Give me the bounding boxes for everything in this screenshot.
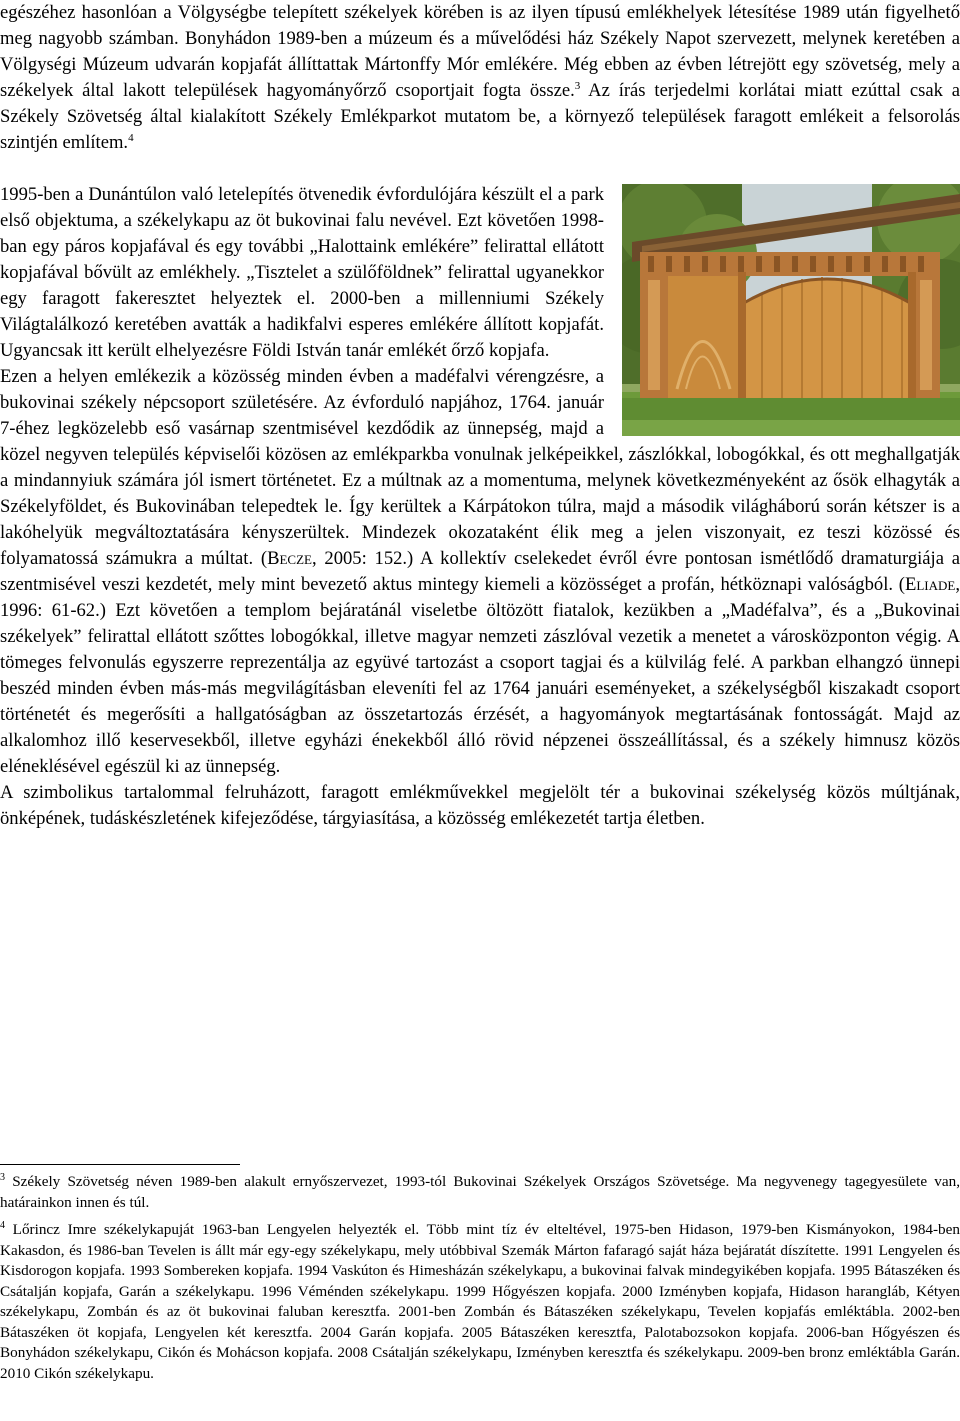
main-text-top: [0, 0, 960, 156]
gate-photo-illustration: [622, 184, 960, 436]
footnote-ref-4[interactable]: 4: [128, 131, 134, 144]
paragraph-4: A szimbolikus tartalommal felruházott, faragott emlékművekkel megjelölt tér a bukovinai székelység közös múltjának, önképének, tudáskészletének kifejeződése, tárgyiasítása, a közösség emlékezetét tartja életben.: [0, 782, 960, 829]
footnotes: [0, 1172, 960, 1391]
main-text-body: [0, 182, 960, 832]
footnote-separator: [0, 1164, 240, 1165]
paragraph-3-text-b: , 2005: 152.) A kollektív cselekedet évről évre pontosan ismétlődő dramaturgiája a szentmisével veszi kezdetét, mely mint bevezető aktus mintegy kiemeli a közösséget a profán, hétköznapi valóságból. (: [0, 548, 960, 595]
footnote-text: Lőrincz Imre székelykapuját 1963-ban Lengyelen helyezték el. Több mint tíz év elteltével, 1975-ben Hidason, 1979-ben Kismányokon, 1984-ben Kakasdon, és 1986-ban Tevelen is állt már egy-egy székelykapu, mely utóbbival Szemák Márton fafaragó saját háza bejáratát díszítette. 1991 Lengyelen és Kisdorogon kopjafa. 1993 Sombereken kopjafa. 1994 Vaskúton és Himesházán székelykapu, a bukovinai falvak mindegyikében kopjafa. 1995 Bátaszéken és Csátalján kopjafa, Garán a székelykapu. 1996 Véménden székelykapu. 1999 Hőgyészen kopjafa. 2000 Izményben kopjafa, Hidason harangláb, Kétyen székelykapu, Zombán és az öt bukovinai faluban keresztfa. 2001-ben Zombán és Bátaszéken székelykapu, Tevelen kopjafás emléktábla. 2002-ben Bátaszéken öt kopjafa, Lengyelen két keresztfa. 2004 Garán kopjafa. 2005 Bátaszéken keresztfa, Palotabozsokon kopjafa. 2006-ban Hőgyészen és Bonyhádon székelykapu, Cikón és Mohácson kopjafa. 2008 Csátalján székelykapu, Izményben keresztfa és székelykapu. 2009-ben bronz emléktábla Garán. 2010 Cikón székelykapu.: [0, 1221, 960, 1382]
footnote-number: 3: [0, 1171, 5, 1183]
paragraph-2: 1995-ben a Dunántúlon való letelepítés ötvenedik évfordulójára készült el a park első objektuma, a székelykapu az öt bukovinai falu nevével. Ezt követően 1998-ban egy páros kopjafával és egy további „Halottaink emlékére” felirattal ellátott kopjafával bővült az emlékhely. „Tisztelet a szülőföldnek” felirattal ugyanekkor egy faragott fakeresztet helyeztek el. 2000-ben a millenniumi Székely Világtalálkozó keretében avatták a hadikfalvi esperes emlékére állított kopjafát. Ugyancsak itt került elhelyezésre Földi István tanár emlékét őrző kopjafa.: [0, 184, 604, 361]
footnote-number: 4: [0, 1219, 5, 1231]
footnote-ref-3[interactable]: 3: [574, 79, 581, 92]
footnote-4: [0, 1220, 960, 1384]
paragraph-1-text-a: egészéhez hasonlóan a Völgységbe telepített székelyek körében is az ilyen típusú emlékhelyek létesítése 1989 után figyelhető meg nagyobb számban. Bonyhádon 1989-ben a múzeum és a művelődési ház Székely Napot szervezett, melynek keretében a Völgységi Múzeum udvarán kopjafát állíttattak Mártonffy Mór emlékére. Még ebben az évben létrejött egy szövetség, mely a székelyek által lakott települések hagyományőrző csoportjait fogta össze.: [0, 2, 960, 101]
footnote-text: Székely Szövetség néven 1989-ben alakult ernyőszervezet, 1993-tól Bukovinai Székelyek Országos Szövetsége. Ma negyvenegy tagegyesülete van, határainkon innen és túl.: [0, 1173, 960, 1211]
footnote-3: [0, 1172, 960, 1213]
paragraph-3-text-a: Ezen a helyen emlékezik a közösség minden évben a madéfalvi vérengzésre, a bukovinai székely népcsoport születésére. Az évforduló napjához, 1764. január 7-éhez legközelebb eső vasárnap szentmisével kezdődik az ünnepség, majd a közel negyven település képviselői közösen az emlékparkba vonulnak jelképeikkel, zászlókkal, lobogókkal, és ott meghallgatják a mindannyiuk számára jól ismert történetet. Ez a múltnak az a momentuma, melynek következményeként az ősök elhagyták a Székelyföldet, és Bukovinában telepedtek le. Így kerültek a Kárpátokon túlra, majd a második világháború során kétszer is a lakóhelyük megváltoztatására kényszerültek. Mindezek okozataként élik meg a jelen viszonyait, ez teszi közössé és folyamatossá számukra a múltat. (: [0, 366, 960, 569]
paragraph-1: [0, 0, 960, 156]
szekelykapu-photo: [622, 184, 960, 436]
paragraph-3-text-c: , 1996: 61-62.) Ezt követően a templom bejáratánál viseletbe öltözött fiatalok, kezükben a „Madéfalva”, és a „Bukovinai székelyek” felirattal ellátott szőttes lobogókkal, illetve magyar nemzeti zászlóval vezetik a menetet a városközponton végig. A tömeges felvonulás egyszerre reprezentálja az együvé tartozást a csoport tagjai és a külvilág felé. A parkban elhangzó ünnepi beszéd minden évben más-más megvilágításban eleveníti fel az 1764 januári eseményeket, a székelységből kiszakadt csoport történetét és megerősíti a hallgatóságban az összetartozás érzését, a hagyományok megtartásának fontosságát. Majd az alkalomhoz illő keservesekből, illetve egyházi énekekből álló rövid népzenei összeállítással, és a székely himnusz közös eléneklésével egészül ki az ünnepség.: [0, 574, 960, 777]
citation-author-becze: Becze: [267, 548, 312, 569]
paragraph-1-text-b: Az írás terjedelmi korlátai miatt ezúttal csak a Székely Szövetség által kialakított Székely Emlékparkot mutatom be, a környező települések faragott emlékeit a felsorolás szintjén említem.: [0, 80, 960, 153]
citation-author-eliade: Eliade: [904, 574, 956, 595]
